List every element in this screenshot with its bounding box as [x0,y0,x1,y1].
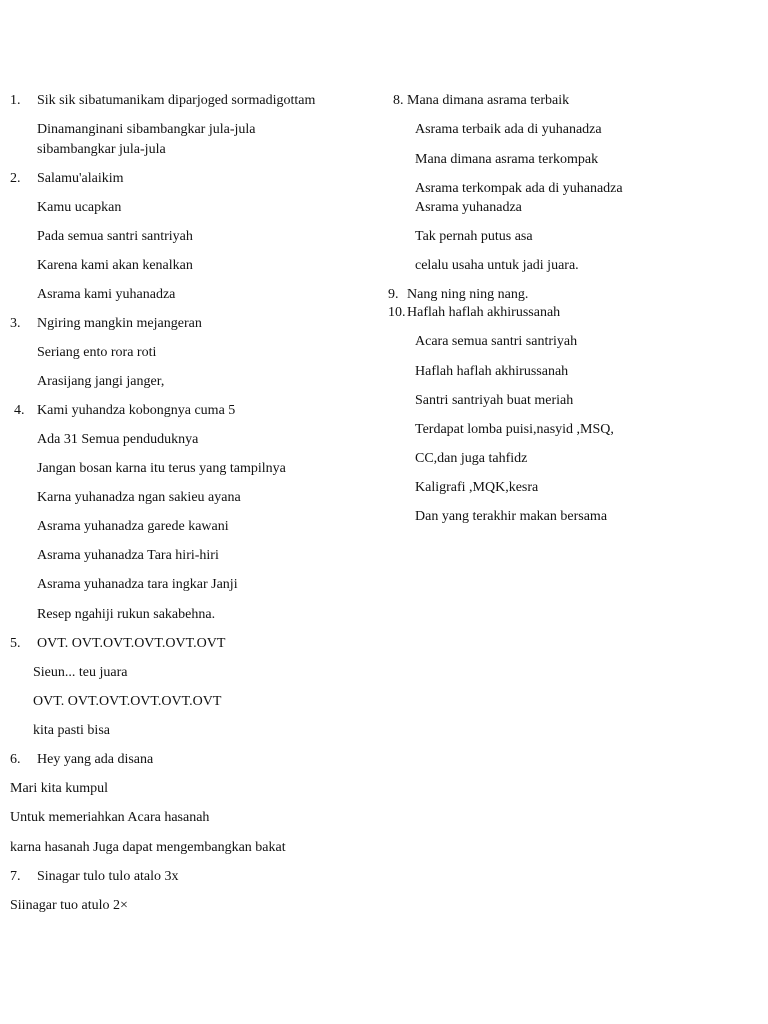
lyric-line: Ada 31 Semua penduduknya [37,432,199,447]
lyric-line: sibambangkar jula-jula [37,142,166,157]
item-number-2: 2. [10,171,21,186]
lyric-line: Sinagar tulo tulo atalo 3x [37,869,179,884]
lyric-line: Resep ngahiji rukun sakabehna. [37,607,216,622]
lyric-line: OVT. OVT.OVT.OVT.OVT.OVT [37,636,226,651]
lyric-line: Untuk memeriahkan Acara hasanah [10,810,210,825]
lyric-line: celalu usaha untuk jadi juara. [415,258,579,273]
lyric-line: Siinagar tuo atulo 2× [10,898,128,913]
lyric-line: Seriang ento rora roti [37,345,157,360]
lyric-line: CC,dan juga tahfidz [415,451,528,466]
lyric-line: Asrama yuhanadza [415,200,522,215]
lyric-line: Nang ning ning nang. [407,287,529,302]
lyric-line: Acara semua santri santriyah [415,334,578,349]
lyric-line: Haflah haflah akhirussanah [415,364,569,379]
lyric-line: Arasijang jangi janger, [37,374,165,389]
item-number-7: 7. [10,869,21,884]
lyric-line: Kamu ucapkan [37,200,122,215]
lyric-line: karna hasanah Juga dapat mengembangkan bakat [10,840,286,855]
lyric-line: Asrama kami yuhanadza [37,287,176,302]
lyric-line: Asrama yuhanadza garede kawani [37,519,229,534]
lyric-line: Santri santriyah buat meriah [415,393,574,408]
lyric-line: Asrama yuhanadza tara ingkar Janji [37,577,238,592]
lyric-line: Haflah haflah akhirussanah [407,305,561,320]
item-number-6: 6. [10,752,21,767]
lyric-line: Sieun... teu juara [33,665,128,680]
lyric-line: Karna yuhanadza ngan sakieu ayana [37,490,241,505]
item-number-3: 3. [10,316,21,331]
lyric-line: Kaligrafi ,MQK,kesra [415,480,539,495]
lyric-line: Terdapat lomba puisi,nasyid ,MSQ, [415,422,614,437]
lyric-line: Mana dimana asrama terkompak [415,152,599,167]
item-number-8: 8. [393,93,404,108]
lyric-line: Asrama terkompak ada di yuhanadza [415,181,623,196]
item-number-4: 4. [14,403,25,418]
item-number-10: 10. [388,305,406,320]
item-number-5: 5. [10,636,21,651]
lyric-line: Mana dimana asrama terbaik [407,93,570,108]
item-number-9: 9. [388,287,399,302]
lyric-line: OVT. OVT.OVT.OVT.OVT.OVT [33,694,222,709]
lyric-line: Kami yuhandza kobongnya cuma 5 [37,403,236,418]
lyric-line: Dan yang terakhir makan bersama [415,509,608,524]
lyric-line: Dinamanginani sibambangkar jula-jula [37,122,256,137]
lyric-line: Ngiring mangkin mejangeran [37,316,202,331]
lyric-line: Hey yang ada disana [37,752,154,767]
lyric-line: Salamu'alaikim [37,171,124,186]
lyric-line: Tak pernah putus asa [415,229,533,244]
lyric-line: Sik sik sibatumanikam diparjoged sormadigottam [37,93,316,108]
lyric-line: Karena kami akan kenalkan [37,258,193,273]
lyric-line: Mari kita kumpul [10,781,108,796]
lyric-line: Jangan bosan karna itu terus yang tampilnya [37,461,286,476]
lyric-line: kita pasti bisa [33,723,110,738]
lyric-line: Asrama yuhanadza Tara hiri-hiri [37,548,219,563]
item-number-1: 1. [10,93,21,108]
lyric-line: Pada semua santri santriyah [37,229,193,244]
lyric-line: Asrama terbaik ada di yuhanadza [415,122,602,137]
